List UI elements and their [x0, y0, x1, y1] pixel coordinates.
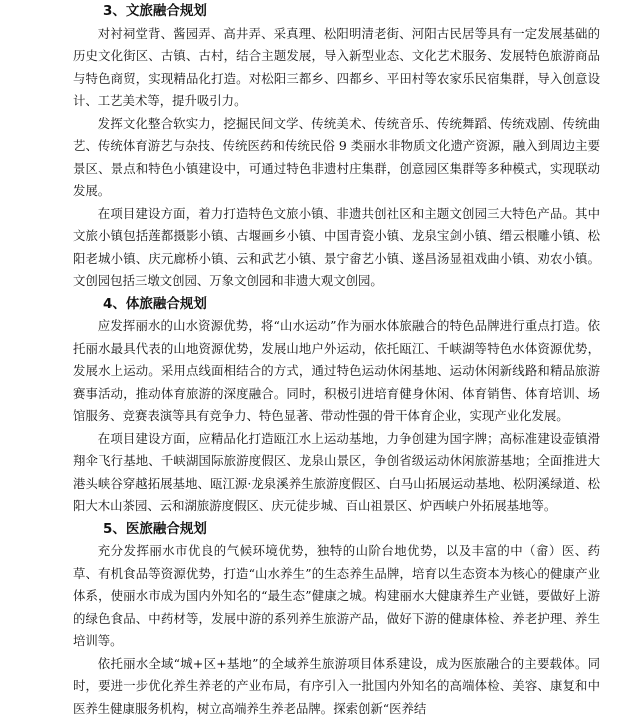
section-heading-culture-tourism: 3、文旅融合规划: [103, 3, 207, 19]
paragraph: 应发挥丽水的山水资源优势，将“山水运动”作为丽水体旅融合的特色品牌进行重点打造。依托丽水最具代表的山地资源优势，发展山地户外运动，依托瓯江、千峡湖等特色水体资源优势，发展水上运动。采用点线面相结合的方式，通过特色运动休闲基地、运动休闲新线路和精品旅游赛事活动，推动体育旅游的深度融合。同时，积极引进培育健身休闲、体育销售、体育培训、场馆服务、竞赛表演等具有竞争力、特色显著、带动性强的骨干体育企业，实现产业化发展。: [73, 318, 600, 423]
paragraph: 充分发挥丽水市优良的气候环境优势，独特的山阶台地优势，以及丰富的中（畲）医、药草、有机食品等资源优势，打造“山水养生”的生态养生品牌，培育以生态资本为核心的健康产业体系，使丽水市成为国内外知名的“最生态”健康之城。构建丽水大健康养生产业链，要做好上游的绿色食品、中药材等，发展中游的系列养生旅游产品，做好下游的健康体检、养老护理、养生培训等。: [73, 543, 600, 648]
paragraph: 依托丽水全域“城+区+基地”的全域养生旅游项目体系建设，成为医旅融合的主要载体。同时，要进一步优化养生养老的产业布局，有序引入一批国内外知名的高端体检、美容、康复和中医养生健康服务机构，树立高端养生养老品牌。探索创新“医养结: [73, 655, 600, 716]
paragraph: 在项目建设方面，应精品化打造瓯江水上运动基地，力争创建为国字牌；高标准建设壶镇滑翔伞飞行基地、千峡湖国际旅游度假区、龙泉山景区，争创省级运动休闲旅游基地；全面推进大港头峡谷穿越拓展基地、瓯江源·龙泉溪养生旅游度假区、白马山拓展运动基地、松阴溪绿道、松阳大木山茶园、云和湖旅游度假区、庆元徒步城、百山祖景区、炉西峡户外拓展基地等。: [73, 430, 600, 513]
paragraph: 发挥文化整合软实力，挖掘民间文学、传统美术、传统音乐、传统舞蹈、传统戏剧、传统曲艺、传统体育游艺与杂技、传统医药和传统民俗 9 类丽水非物质文化遗产资源，融入到周边主要景区、景点和特色小镇建设中，可通过特色非遗村庄集群，创意园区集群等多种模式，实现联动发展。: [73, 115, 600, 198]
paragraph: 对衬祠堂背、酱园弄、高井弄、采真理、松阳明清老街、河阳古民居等具有一定发展基础的历史文化街区、古镇、古村，结合主题发展，导入新型业态、文化艺术服务、发展特色旅游商品与特色商贸，实现精品化打造。对松阳三都乡、四都乡、平田村等农家乐民宿集群，导入创意设计、工艺美术等，提升吸引力。: [73, 25, 600, 108]
section-heading-sports-tourism: 4、体旅融合规划: [103, 295, 207, 312]
paragraph: 在项目建设方面，着力打造特色文旅小镇、非遗共创社区和主题文创园三大特色产品。其中文旅小镇包括莲都摄影小镇、古堰画乡小镇、中国青瓷小镇、龙泉宝剑小镇、缙云根雕小镇、松阳老城小镇、庆元廊桥小镇、云和武艺小镇、景宁畲艺小镇、遂昌汤显祖戏曲小镇、劝农小镇。文创园包括三墩文创园、万象文创园和非遗大观文创园。: [73, 205, 600, 288]
section-heading-medical-tourism: 5、医旅融合规划: [103, 520, 207, 537]
